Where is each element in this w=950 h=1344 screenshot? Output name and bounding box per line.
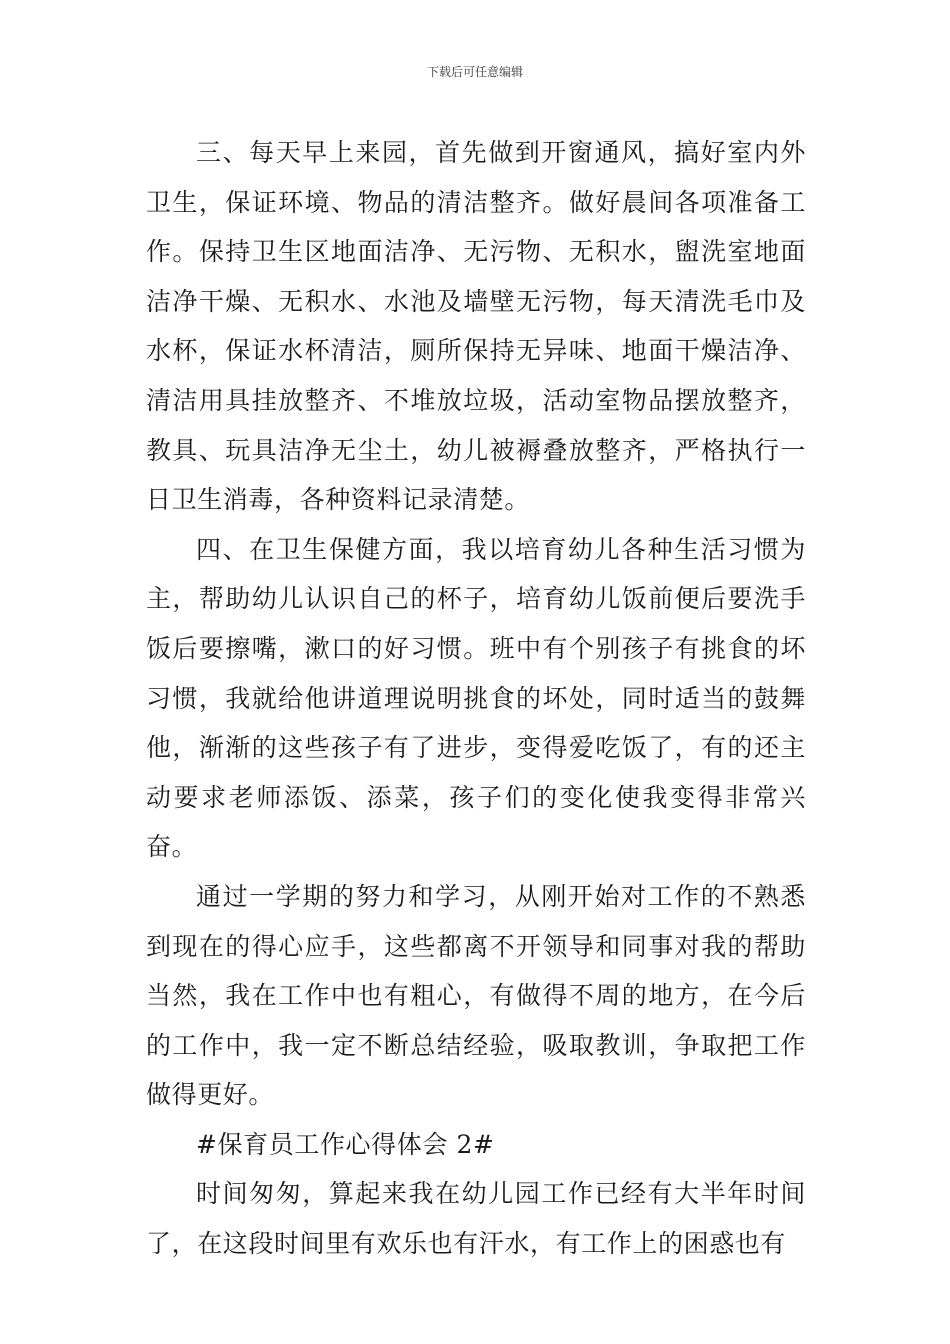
paragraph-health-care: 四、在卫生保健方面，我以培育幼儿各种生活习惯为主，帮助幼儿认识自己的杯子，培育幼儿饭前便后要洗手饭后要擦嘴，漱口的好习惯。班中有个别孩子有挑食的坏习惯，我就给他讲道理说明挑食的坏处，同时适当的鼓舞他，渐渐的这些孩子有了进步，变得爱吃饭了，有的还主动要求老师添饭、添菜，孩子们的变化使我变得非常兴奋。: [146, 534, 806, 862]
section-heading-experience-2: #保育员工作心得体会 2#: [196, 1129, 495, 1159]
page-header-note: 下载后可任意编辑: [426, 65, 523, 79]
document-body: [146, 128, 806, 1269]
paragraph-hygiene-routine: 三、每天早上来园，首先做到开窗通风，搞好室内外卫生，保证环境、物品的清洁整齐。做好晨间各项准备工作。保持卫生区地面洁净、无污物、无积水，盥洗室地面洁净干燥、无积水、水池及墙壁无污物，每天清洗毛巾及水杯，保证水杯清洁，厕所保持无异味、地面干燥洁净、清洁用具挂放整齐、不堆放垃圾，活动室物品摆放整齐，教具、玩具洁净无尘土，幼儿被褥叠放整齐，严格执行一日卫生消毒，各种资料记录清楚。: [146, 138, 806, 515]
paragraph-semester-summary: 通过一学期的努力和学习，从刚开始对工作的不熟悉到现在的得心应手，这些都离不开领导和同事对我的帮助当然，我在工作中也有粗心，有做得不周的地方，在今后的工作中，我一定不断总结经验，吸取教训，争取把工作做得更好。: [146, 881, 806, 1110]
paragraph-time-passing: 时间匆匆，算起来我在幼儿园工作已经有大半年时间了，在这段时间里有欢乐也有汗水，有工作上的困惑也有: [146, 1179, 806, 1259]
